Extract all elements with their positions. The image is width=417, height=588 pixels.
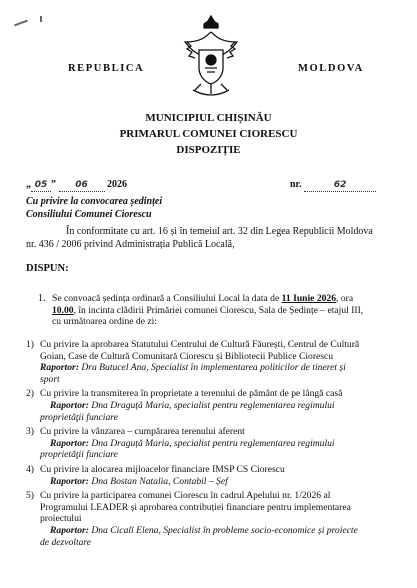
coat-of-arms-emblem [183, 12, 239, 102]
number-label: nr. [290, 179, 302, 190]
point1-number: 1. [38, 293, 46, 304]
date-line [26, 179, 127, 192]
preamble-line1: În conformitate cu art. 16 și în temeiul art. 32 din Legea Republicii Moldova [66, 226, 373, 237]
preamble-line2: nr. 436 / 2006 privind Administrația Publică Locală, [26, 239, 235, 250]
quote-open: „ [26, 179, 31, 190]
margin-mark [14, 20, 28, 27]
point1-text: Se convoacă ședința ordinară a Consiliului Local la data de 11 Iunie 2026, ora 10.00, în incinta clădirii Primăriei comunei Ciorescu, Sala de Ședințe – etajul III, cu următoarea ordine de zi: [52, 293, 364, 328]
meeting-time: 10.00 [52, 304, 74, 316]
meeting-date: 11 Iunie 2026 [281, 293, 337, 304]
number-value: 62 [304, 179, 376, 192]
date-month: 06 [59, 179, 105, 192]
agenda-item: 1) Cu privire la aprobarea Statutului Centrului de Cultură Făurești, Centrul de Cultură Goian, Case de Cultură Comunitară Ciorescu și Bibliotecii Publice Ciorescu Raportor: Dra Butucel Ana, Specialist în implementarea politicilor de tineret și sport [26, 339, 360, 385]
subject-line1: Cu privire la convocarea ședinței [26, 196, 163, 207]
header-line2: PRIMARUL COMUNEI CIORESCU [119, 128, 298, 140]
number-line [290, 179, 376, 192]
header-line3: DISPOZIȚIE [176, 144, 241, 156]
agenda-item: 2) Cu privire la transmiterea în proprietate a terenului de pământ de pe lângă casă Raportor: Dna Draguță Maria, specialist pentru reglementarea regimului proprietăţii funciare [26, 388, 343, 423]
date-year: 2026 [107, 179, 127, 190]
header-left: REPUBLICA [68, 63, 145, 74]
margin-tick [40, 16, 42, 22]
quote-close: ” [51, 179, 56, 190]
header-line1: MUNICIPIUL CHIȘINĂU [145, 112, 272, 124]
agenda-list [26, 339, 390, 548]
dispun-heading: DISPUN: [26, 263, 69, 274]
agenda-item: 5) Cu privire la participarea comunei Ciorescu în cadrul Apelului nr. 1/2026 al Programului LEADER și aprobarea contribuției financiare pentru implementarea proiectului Raportor: Dna Cicalî Elena, Specialist în probleme socio-economice și proiecte de dezvoltare [26, 490, 358, 548]
agenda-item: 3) Cu privire la vânzarea – cumpărarea terenului aferent Raportor: Dna Draguță Maria, specialist pentru reglementarea regimului proprietăţii funciare [26, 426, 335, 461]
agenda-item: 4) Cu privire la alocarea mijloacelor financiare IMSP CS Ciorescu Raportor: Dna Bostan Natalia, Contabil – Șef [26, 463, 285, 487]
subject-line2: Consiliului Comunei Ciorescu [26, 209, 152, 220]
header-right: MOLDOVA [298, 63, 364, 74]
date-day: 05 [31, 179, 51, 192]
